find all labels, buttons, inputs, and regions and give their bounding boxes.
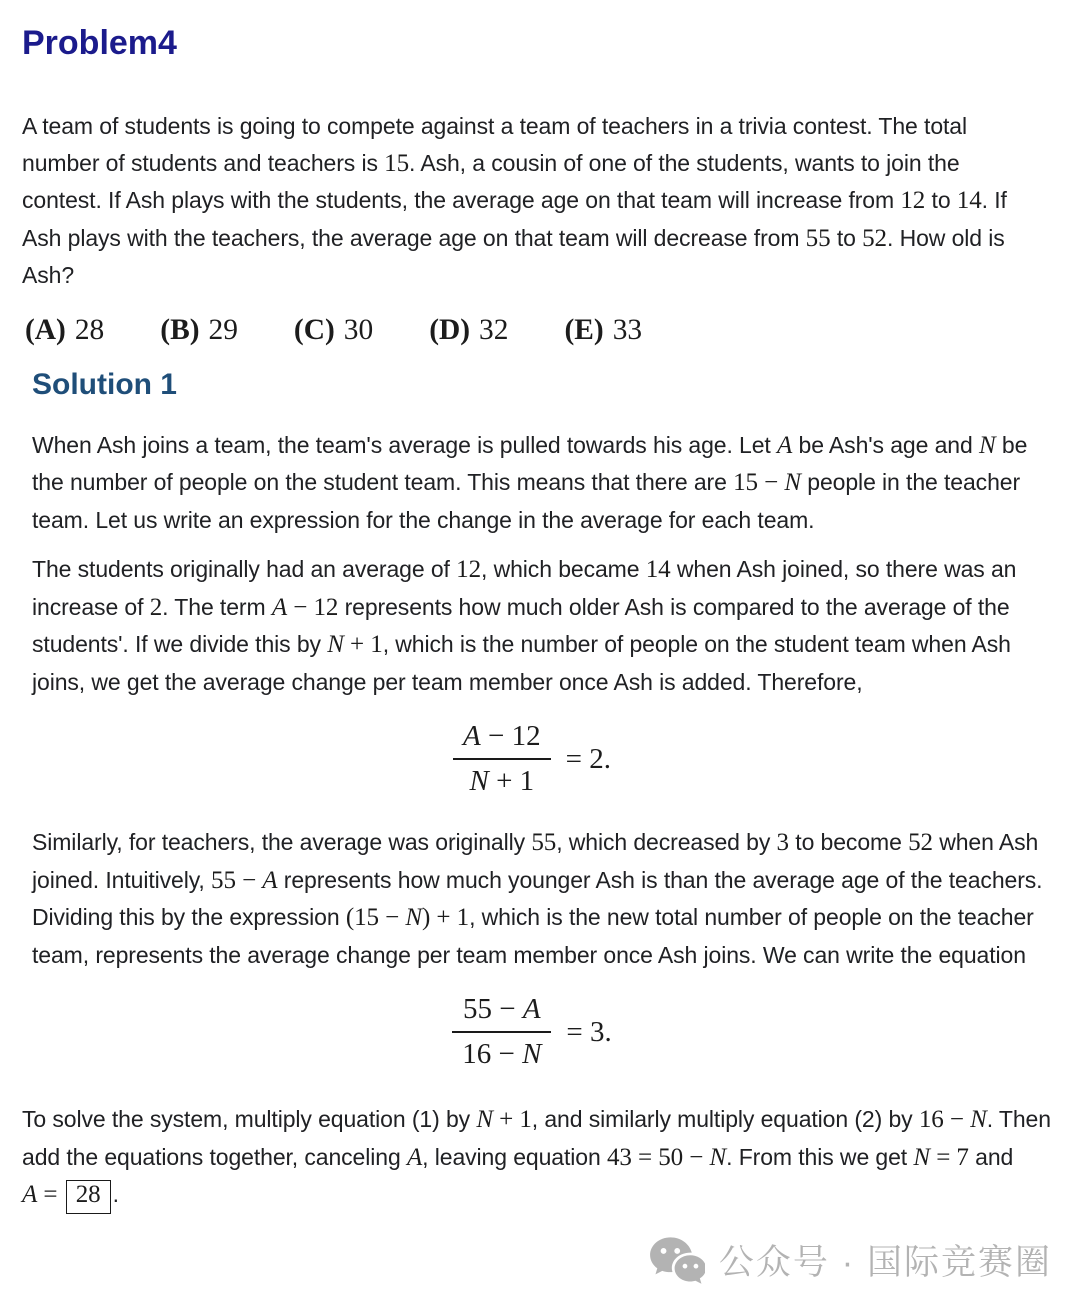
equation-2-numerator: 55 − A xyxy=(452,993,551,1033)
choice-c xyxy=(294,314,373,347)
equation-2 xyxy=(22,993,1042,1071)
choice-d xyxy=(429,314,508,347)
answer-choices xyxy=(25,314,1042,347)
choice-d-label: (D) xyxy=(429,313,471,346)
choice-e-value: 33 xyxy=(612,313,643,346)
equation-1-rhs: = 2. xyxy=(565,742,611,775)
equation-2-rhs: = 3. xyxy=(566,1015,612,1048)
watermark xyxy=(649,1235,1052,1285)
choice-b-value: 29 xyxy=(208,313,238,346)
solution-paragraph-3: Similarly, for teachers, the average was originally 55, which decreased by 3 to become 52 when Ash joined. Intuitively, 55 − A represents how much younger Ash is than the average age of the teachers. Dividing this by the expression (15 − N) + 1, which is the new total number of people on the teacher team, represents the average change per team member once Ash joins. We can write the equation xyxy=(32,829,1043,968)
choice-d-value: 32 xyxy=(479,313,509,346)
choice-a-value: 28 xyxy=(74,313,105,346)
choice-e-label: (E) xyxy=(564,313,604,346)
choice-b xyxy=(160,314,238,347)
equation-1-numerator: A − 12 xyxy=(453,720,551,760)
equation-1-denominator: N + 1 xyxy=(469,765,535,797)
watermark-text: 公众号 · 国际竞赛圈 xyxy=(718,1243,1052,1282)
choice-b-label: (B) xyxy=(160,313,200,346)
solution-paragraph-1: When Ash joins a team, the team's average is pulled towards his age. Let A be Ash's age and N be the number of people on the student team. This means that there are 15 − N people in the teacher team. Let us write an expression for the change in the average for each team. xyxy=(32,431,1028,533)
equation-2-fraction xyxy=(452,993,551,1071)
solution-paragraph-2: The students originally had an average of 12, which became 14 when Ash joined, so there was an increase of 2. The term A − 12 represents how much older Ash is compared to the average of the students'. If we divide this by N + 1, which is the number of people on the student team when Ash joins, we get the average change per team member once Ash is added. Therefore, xyxy=(32,556,1017,695)
boxed-answer: 28 xyxy=(66,1180,111,1214)
choice-c-value: 30 xyxy=(343,313,374,346)
choice-c-label: (C) xyxy=(293,313,335,346)
equation-1-fraction xyxy=(453,720,551,798)
equation-2-denominator: 16 − N xyxy=(462,1038,542,1070)
equation-1 xyxy=(22,720,1042,798)
choice-a xyxy=(25,314,104,347)
solution-heading: Solution 1 xyxy=(32,367,177,401)
page-title: Problem4 xyxy=(22,24,177,62)
solution-paragraph-4: To solve the system, multiply equation (1) by N + 1, and similarly multiply equation (2) by 16 − N. Then add the equations together, canceling A, leaving equation 43 = 50 − N. From this we get N = 7 and A = 28 . xyxy=(22,1101,1052,1214)
problem-text: A team of students is going to compete against a team of teachers in a trivia contest. The total number of students and teachers is 15. Ash, a cousin of one of the students, wants to join the contest. If Ash plays with the students, the average age on that team will increase from 12 to 14. If Ash plays with the teachers, the average age on that team will decrease from 55 to 52. How old is Ash? xyxy=(22,113,1007,288)
choice-a-label: (A) xyxy=(25,313,66,346)
choice-e xyxy=(564,314,642,347)
wechat-icon xyxy=(649,1235,705,1285)
